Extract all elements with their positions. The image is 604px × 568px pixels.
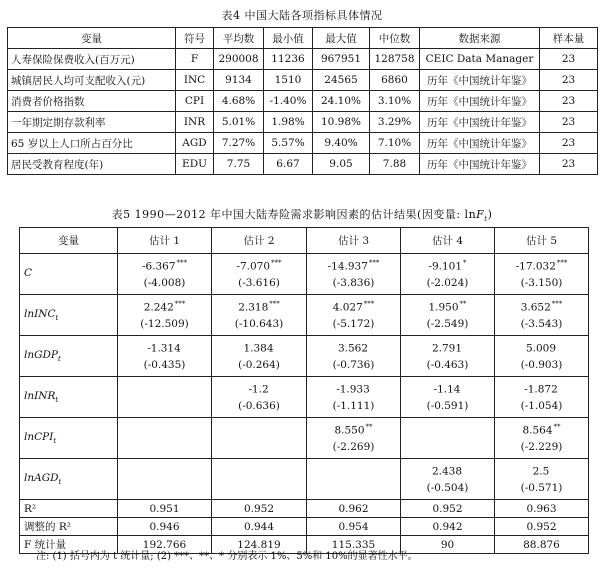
coefficient bbox=[248, 382, 269, 396]
table5-var-subscript: t bbox=[55, 396, 59, 405]
table4-cell: 23 bbox=[540, 70, 598, 91]
estimate-stack bbox=[499, 382, 584, 412]
t-statistic: (-12.509) bbox=[140, 317, 189, 330]
table5-stat-value: 115.335 bbox=[307, 536, 401, 554]
table4-header-cell: 符号 bbox=[176, 28, 214, 49]
table5-stat-value: 0.952 bbox=[495, 518, 589, 536]
coefficient-value: 3.562 bbox=[337, 342, 369, 355]
coefficient bbox=[336, 382, 371, 396]
table5-var-name: lnINR bbox=[24, 389, 56, 402]
table5-var-cell bbox=[20, 377, 118, 418]
table4-row bbox=[8, 70, 598, 91]
table5-var-name: lnINC bbox=[24, 307, 56, 320]
table5-stat-value: 192.766 bbox=[118, 536, 212, 554]
table4-header-cell: 变量 bbox=[8, 28, 176, 49]
coefficient bbox=[432, 464, 463, 478]
table4-cell: 3.29% bbox=[370, 112, 420, 133]
estimate-stack bbox=[499, 300, 584, 330]
table5-var-name: lnGDP bbox=[24, 348, 58, 361]
table5-estimate-cell bbox=[118, 336, 212, 377]
estimate-stack bbox=[122, 300, 207, 330]
table4-row bbox=[8, 49, 598, 70]
estimate-stack bbox=[122, 470, 207, 488]
table5-estimate-cell bbox=[118, 254, 212, 295]
coefficient-value: -1.2 bbox=[248, 383, 269, 396]
table4-cell: 6.67 bbox=[264, 154, 313, 175]
table4-cell: 历年《中国统计年鉴》 bbox=[420, 70, 540, 91]
significance-stars: *** bbox=[269, 300, 280, 309]
coefficient bbox=[428, 300, 466, 314]
table5-stat-value: 0.952 bbox=[212, 500, 307, 518]
table4-cell: 7.27% bbox=[214, 133, 264, 154]
table5-header-cell: 估计 2 bbox=[212, 228, 307, 254]
significance-stars: *** bbox=[556, 259, 568, 268]
coefficient-value: -14.937 bbox=[327, 260, 368, 273]
table5-estimate-cell bbox=[307, 295, 401, 336]
coefficient-value: -9.101 bbox=[428, 260, 463, 273]
table4-row bbox=[8, 154, 598, 175]
table4-cell: 128758 bbox=[370, 49, 420, 70]
table4-cell: 历年《中国统计年鉴》 bbox=[420, 154, 540, 175]
table5-row bbox=[20, 459, 589, 500]
coefficient bbox=[447, 429, 448, 443]
table4-header-cell: 中位数 bbox=[370, 28, 420, 49]
table5-estimate-cell bbox=[212, 254, 307, 295]
table5-estimate-cell bbox=[401, 336, 495, 377]
table5-row bbox=[20, 254, 589, 295]
table4-cell: 7.75 bbox=[214, 154, 264, 175]
table5-estimate-cell bbox=[118, 295, 212, 336]
estimate-stack bbox=[311, 423, 396, 453]
table4-header-cell: 样本量 bbox=[540, 28, 598, 49]
table5-estimate-cell bbox=[212, 459, 307, 500]
table-note: 注: (1) 括号内为 t 统计量; (2) ***、**、* 分别表示 1%、5%和 10%的显著性水平。 bbox=[36, 551, 418, 562]
coefficient-value: -6.367 bbox=[141, 260, 176, 273]
table5-estimate-cell bbox=[307, 254, 401, 295]
table5-var-cell bbox=[20, 459, 118, 500]
t-statistic: (-0.591) bbox=[426, 399, 469, 412]
estimate-stack bbox=[405, 341, 490, 371]
table4-cell: 5.57% bbox=[264, 133, 313, 154]
table4-header-cell: 数据来源 bbox=[420, 28, 540, 49]
table5-stat-value: 0.951 bbox=[118, 500, 212, 518]
estimate-stack bbox=[499, 423, 584, 453]
coefficient bbox=[338, 341, 369, 355]
significance-stars: *** bbox=[363, 300, 375, 309]
estimate-stack bbox=[311, 382, 396, 412]
table5-header-row bbox=[20, 228, 589, 254]
table4-cell: 9134 bbox=[214, 70, 264, 91]
estimate-stack bbox=[311, 259, 396, 289]
table4-cell: EDU bbox=[176, 154, 214, 175]
coefficient bbox=[259, 429, 260, 443]
table5-stat-value: 0.952 bbox=[401, 500, 495, 518]
estimate-stack bbox=[216, 259, 302, 289]
t-statistic: (-1.054) bbox=[520, 399, 563, 412]
table4-cell: 5.01% bbox=[214, 112, 264, 133]
coefficient bbox=[522, 423, 560, 437]
estimate-stack bbox=[311, 341, 396, 371]
estimate-stack bbox=[216, 382, 302, 412]
estimate-stack bbox=[216, 341, 302, 371]
table5-estimate-cell bbox=[212, 336, 307, 377]
table5-header-cell: 估计 4 bbox=[401, 228, 495, 254]
t-statistic: (-10.643) bbox=[234, 317, 284, 330]
t-statistic: (-3.616) bbox=[238, 276, 280, 289]
table5-estimate-cell bbox=[118, 459, 212, 500]
t-statistic: (-3.150) bbox=[520, 276, 563, 289]
coefficient bbox=[144, 300, 186, 314]
coefficient bbox=[147, 341, 182, 355]
table4-cell: CPI bbox=[176, 91, 214, 112]
estimate-stack bbox=[122, 388, 207, 406]
coefficient bbox=[428, 259, 466, 273]
table4-cell: 消费者价格指数 bbox=[8, 91, 176, 112]
table5-stat-value: 0.944 bbox=[212, 518, 307, 536]
table4-cell: CEIC Data Manager bbox=[420, 49, 540, 70]
table4-header-cell: 平均数 bbox=[214, 28, 264, 49]
table5-var-subscript: t bbox=[55, 314, 59, 323]
table5-stat-value: 0.962 bbox=[307, 500, 401, 518]
table4-cell: 23 bbox=[540, 112, 598, 133]
t-statistic: (-2.549) bbox=[426, 317, 469, 330]
table5-stat-value: 88.876 bbox=[495, 536, 589, 554]
coefficient-value: -1.872 bbox=[524, 383, 558, 396]
t-statistic: (-0.264) bbox=[238, 358, 280, 371]
table4-cell: 历年《中国统计年鉴》 bbox=[420, 91, 540, 112]
t-statistic: (-4.008) bbox=[143, 276, 186, 289]
table5-row bbox=[20, 377, 589, 418]
table4-cell: 6860 bbox=[370, 70, 420, 91]
table4-cell: 65 岁以上人口所占百分比 bbox=[8, 133, 176, 154]
table4-cell: 历年《中国统计年鉴》 bbox=[420, 112, 540, 133]
table4-cell: 11236 bbox=[264, 49, 313, 70]
table5-title bbox=[0, 206, 604, 223]
table5-estimate-cell bbox=[495, 459, 589, 500]
estimate-stack bbox=[311, 300, 396, 330]
estimate-stack bbox=[405, 300, 490, 330]
coefficient-value: -1.933 bbox=[336, 383, 370, 396]
table5-estimate-cell bbox=[495, 295, 589, 336]
t-statistic: (-3.543) bbox=[520, 317, 563, 330]
coefficient bbox=[164, 429, 165, 443]
table4-cell: 7.10% bbox=[370, 133, 420, 154]
significance-stars: * bbox=[463, 259, 467, 268]
table5-estimate-cell bbox=[401, 459, 495, 500]
table4-cell: F bbox=[176, 49, 214, 70]
t-statistic: (-0.903) bbox=[520, 358, 563, 371]
table5-estimate-cell bbox=[401, 377, 495, 418]
estimate-stack bbox=[405, 429, 490, 447]
table4-cell: 24.10% bbox=[313, 91, 370, 112]
table5-estimate-cell bbox=[401, 295, 495, 336]
t-statistic: (-3.836) bbox=[332, 276, 375, 289]
table5-estimate-cell bbox=[495, 418, 589, 459]
table4-cell: 历年《中国统计年鉴》 bbox=[420, 133, 540, 154]
table4-cell: 4.68% bbox=[214, 91, 264, 112]
table4-cell: 23 bbox=[540, 133, 598, 154]
significance-stars: ** bbox=[459, 300, 467, 309]
estimate-stack bbox=[216, 300, 302, 330]
estimate-stack bbox=[499, 341, 584, 371]
table4-cell: INC bbox=[176, 70, 214, 91]
coefficient bbox=[432, 341, 463, 355]
table5-estimate-cell bbox=[495, 254, 589, 295]
coefficient bbox=[259, 470, 260, 484]
significance-stars: *** bbox=[176, 259, 188, 268]
estimate-stack bbox=[405, 259, 490, 289]
t-statistic: (-5.172) bbox=[332, 317, 375, 330]
coefficient-value: 2.242 bbox=[143, 301, 174, 314]
coefficient bbox=[243, 341, 274, 355]
estimate-stack bbox=[499, 464, 584, 494]
table5-var-name: C bbox=[24, 266, 33, 279]
estimate-stack bbox=[122, 259, 207, 289]
table4-header-row bbox=[8, 28, 598, 49]
significance-stars: *** bbox=[174, 300, 186, 309]
coefficient bbox=[516, 259, 568, 273]
table5-stat-value: 0.963 bbox=[495, 500, 589, 518]
table5-stat-row bbox=[20, 518, 589, 536]
t-statistic: (-0.435) bbox=[143, 358, 186, 371]
t-statistic: (-2.024) bbox=[426, 276, 469, 289]
coefficient-value: 3.652 bbox=[520, 301, 551, 314]
table5-estimate-cell bbox=[212, 377, 307, 418]
table5-stat-label: F 统计量 bbox=[20, 536, 118, 554]
estimate-stack bbox=[311, 470, 396, 488]
coefficient bbox=[236, 259, 281, 273]
table5-stat-row bbox=[20, 500, 589, 518]
table5-estimate-cell bbox=[118, 418, 212, 459]
table4-cell: 290008 bbox=[214, 49, 264, 70]
coefficient bbox=[434, 382, 462, 396]
table5-stat-label: R² bbox=[20, 500, 118, 518]
table5-var-name: lnCPI bbox=[24, 430, 54, 443]
table4-row bbox=[8, 112, 598, 133]
coefficient bbox=[238, 300, 280, 314]
estimate-stack bbox=[216, 429, 302, 447]
table4-header-cell: 最大值 bbox=[313, 28, 370, 49]
significance-stars: *** bbox=[271, 259, 282, 268]
table4-cell: 24565 bbox=[313, 70, 370, 91]
table5-title-var: F bbox=[476, 208, 485, 221]
table4-cell: AGD bbox=[176, 133, 214, 154]
significance-stars: *** bbox=[551, 300, 563, 309]
table4-cell: 1.98% bbox=[264, 112, 313, 133]
table4-cell: 3.10% bbox=[370, 91, 420, 112]
table4-cell: 城镇居民人均可支配收入(元) bbox=[8, 70, 176, 91]
table5-stat-value: 0.954 bbox=[307, 518, 401, 536]
coefficient bbox=[533, 464, 551, 478]
table4-cell: 23 bbox=[540, 91, 598, 112]
t-statistic: (-1.111) bbox=[332, 399, 375, 412]
coefficient-value: 2.5 bbox=[532, 465, 550, 478]
coefficient-value: 2.438 bbox=[431, 465, 463, 478]
table5-stat-value: 0.942 bbox=[401, 518, 495, 536]
coefficient bbox=[142, 259, 187, 273]
coefficient bbox=[334, 423, 372, 437]
table4-title: 表4 中国大陆各项指标具体情况 bbox=[221, 9, 383, 22]
table5-var-cell bbox=[20, 418, 118, 459]
table5-estimate-cell bbox=[212, 295, 307, 336]
coefficient-value: 2.791 bbox=[431, 342, 463, 355]
table4-cell: INR bbox=[176, 112, 214, 133]
t-statistic: (-0.504) bbox=[426, 481, 469, 494]
table5-var-name: lnAGD bbox=[24, 471, 59, 484]
table5-var-cell bbox=[20, 254, 118, 295]
estimate-stack bbox=[405, 464, 490, 494]
table5-stat-label: 调整的 R² bbox=[20, 518, 118, 536]
table4-cell: 人寿保险保费收入(百万元) bbox=[8, 49, 176, 70]
table5-title-sub: t bbox=[484, 215, 488, 224]
table5-stat-value: 90 bbox=[401, 536, 495, 554]
table5-estimate-cell bbox=[118, 377, 212, 418]
t-statistic: (-0.571) bbox=[520, 481, 563, 494]
significance-stars: ** bbox=[553, 423, 561, 432]
table5-estimate-cell bbox=[307, 377, 401, 418]
significance-stars: ** bbox=[365, 423, 373, 432]
coefficient-value: 8.564 bbox=[522, 424, 553, 437]
estimate-stack bbox=[405, 382, 490, 412]
table4-cell: 967951 bbox=[313, 49, 370, 70]
table5-title-suffix: ) bbox=[487, 208, 493, 221]
t-statistic: (-0.463) bbox=[426, 358, 469, 371]
coefficient-value: 2.318 bbox=[238, 301, 269, 314]
table4-cell: 23 bbox=[540, 49, 598, 70]
table5-var-subscript: t bbox=[58, 478, 62, 487]
table5-stat-value: 124.819 bbox=[212, 536, 307, 554]
table4-cell: 10.98% bbox=[313, 112, 370, 133]
table5-header-cell: 估计 1 bbox=[118, 228, 212, 254]
coefficient-value: -17.032 bbox=[515, 260, 556, 273]
table4-row bbox=[8, 91, 598, 112]
coefficient bbox=[521, 300, 563, 314]
table5-var-subscript: t bbox=[53, 437, 57, 446]
table4-cell: -1.40% bbox=[264, 91, 313, 112]
coefficient bbox=[353, 470, 354, 484]
coefficient-value: -1.14 bbox=[433, 383, 461, 396]
coefficient-value: 8.550 bbox=[334, 424, 365, 437]
table5-estimate-cell bbox=[307, 459, 401, 500]
table4-header-cell: 最小值 bbox=[264, 28, 313, 49]
table5-estimate-cell bbox=[307, 336, 401, 377]
table4-row bbox=[8, 133, 598, 154]
estimate-stack bbox=[499, 259, 584, 289]
coefficient bbox=[524, 382, 559, 396]
t-statistic: (-2.229) bbox=[520, 440, 563, 453]
table4-cell: 1510 bbox=[264, 70, 313, 91]
table5-row bbox=[20, 336, 589, 377]
table5-estimate-cell bbox=[401, 254, 495, 295]
estimate-stack bbox=[122, 429, 207, 447]
coefficient-value: 4.027 bbox=[332, 301, 363, 314]
coefficient bbox=[164, 470, 165, 484]
coefficient-value: 5.009 bbox=[525, 342, 557, 355]
table5-row bbox=[20, 418, 589, 459]
t-statistic: (-0.736) bbox=[332, 358, 375, 371]
table5-var-cell bbox=[20, 295, 118, 336]
table5-row bbox=[20, 295, 589, 336]
table5-header-cell: 变量 bbox=[20, 228, 118, 254]
table4-cell: 一年期定期存款利率 bbox=[8, 112, 176, 133]
t-statistic: (-2.269) bbox=[332, 440, 375, 453]
table5-header-cell: 估计 3 bbox=[307, 228, 401, 254]
table4-cell: 居民受教育程度(年) bbox=[8, 154, 176, 175]
table5-title-text: 表5 1990—2012 年中国大陆寿险需求影响因素的估计结果(因变量: ln bbox=[111, 208, 477, 221]
table5-estimate-cell bbox=[495, 336, 589, 377]
table5 bbox=[19, 227, 589, 554]
table5-estimate-cell bbox=[401, 418, 495, 459]
table5-estimate-cell bbox=[212, 418, 307, 459]
coefficient bbox=[164, 388, 165, 402]
coefficient bbox=[328, 259, 380, 273]
coefficient-value: 1.950 bbox=[428, 301, 459, 314]
coefficient-value: -7.070 bbox=[236, 260, 271, 273]
significance-stars: *** bbox=[368, 259, 380, 268]
coefficient bbox=[526, 341, 557, 355]
t-statistic: (-0.636) bbox=[238, 399, 280, 412]
coefficient-value: -1.314 bbox=[147, 342, 181, 355]
table4-cell: 23 bbox=[540, 154, 598, 175]
table4-cell: 9.05 bbox=[313, 154, 370, 175]
estimate-stack bbox=[122, 341, 207, 371]
table4-cell: 7.88 bbox=[370, 154, 420, 175]
estimate-stack bbox=[216, 470, 302, 488]
coefficient-value: 1.384 bbox=[243, 342, 274, 355]
table4-cell: 9.40% bbox=[313, 133, 370, 154]
table4 bbox=[7, 27, 598, 175]
table5-header-cell: 估计 5 bbox=[495, 228, 589, 254]
coefficient bbox=[333, 300, 375, 314]
table5-var-subscript: t bbox=[58, 355, 61, 364]
table5-var-cell bbox=[20, 336, 118, 377]
table5-estimate-cell bbox=[307, 418, 401, 459]
table5-stat-value: 0.946 bbox=[118, 518, 212, 536]
table5-estimate-cell bbox=[495, 377, 589, 418]
